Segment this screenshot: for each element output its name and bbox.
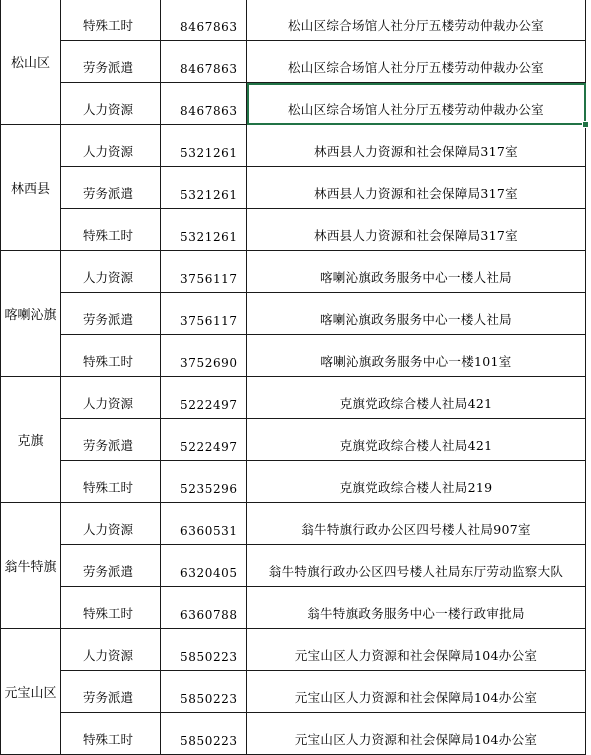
office-cell[interactable]: 克旗党政综合楼人社局421 (247, 377, 586, 419)
office-cell[interactable]: 克旗党政综合楼人社局219 (247, 461, 586, 503)
phone-cell[interactable]: 8467863 (161, 83, 247, 125)
type-cell[interactable]: 人力资源 (61, 377, 161, 419)
type-cell[interactable]: 人力资源 (61, 629, 161, 671)
phone-cell[interactable]: 5321261 (161, 125, 247, 167)
type-cell[interactable]: 人力资源 (61, 503, 161, 545)
district-cell[interactable]: 元宝山区 (1, 629, 61, 755)
office-cell[interactable]: 元宝山区人力资源和社会保障局104办公室 (247, 629, 586, 671)
table-row (1, 587, 586, 629)
office-cell[interactable]: 松山区综合场馆人社分厅五楼劳动仲裁办公室 (247, 41, 586, 83)
table-row (1, 629, 586, 671)
type-cell[interactable]: 特殊工时 (61, 713, 161, 755)
phone-cell[interactable]: 5321261 (161, 209, 247, 251)
office-cell[interactable]: 翁牛特旗政务服务中心一楼行政审批局 (247, 587, 586, 629)
type-cell[interactable]: 特殊工时 (61, 335, 161, 377)
selected-office-cell[interactable]: 松山区综合场馆人社分厅五楼劳动仲裁办公室 (247, 83, 586, 125)
district-cell[interactable]: 翁牛特旗 (1, 503, 61, 629)
type-cell[interactable]: 劳务派遣 (61, 545, 161, 587)
type-cell[interactable]: 劳务派遣 (61, 419, 161, 461)
type-cell[interactable]: 劳务派遣 (61, 671, 161, 713)
type-cell[interactable]: 人力资源 (61, 125, 161, 167)
type-cell[interactable]: 特殊工时 (61, 0, 161, 41)
table-row (1, 545, 586, 587)
office-cell[interactable]: 林西县人力资源和社会保障局317室 (247, 167, 586, 209)
district-cell[interactable]: 林西县 (1, 125, 61, 251)
phone-cell[interactable]: 6360531 (161, 503, 247, 545)
office-cell[interactable]: 林西县人力资源和社会保障局317室 (247, 125, 586, 167)
phone-cell[interactable]: 6320405 (161, 545, 247, 587)
office-cell[interactable]: 翁牛特旗行政办公区四号楼人社局东厅劳动监察大队 (247, 545, 586, 587)
phone-cell[interactable]: 5321261 (161, 167, 247, 209)
office-cell[interactable]: 元宝山区人力资源和社会保障局104办公室 (247, 671, 586, 713)
phone-cell[interactable]: 5222497 (161, 377, 247, 419)
office-cell[interactable]: 元宝山区人力资源和社会保障局104办公室 (247, 713, 586, 755)
office-cell[interactable]: 林西县人力资源和社会保障局317室 (247, 209, 586, 251)
district-cell[interactable]: 喀喇沁旗 (1, 251, 61, 377)
table-row (1, 419, 586, 461)
table-row (1, 713, 586, 755)
type-cell[interactable]: 人力资源 (61, 251, 161, 293)
table-row (1, 671, 586, 713)
table-row (1, 83, 586, 125)
phone-cell[interactable]: 5850223 (161, 713, 247, 755)
table-row (1, 125, 586, 167)
table-row (1, 503, 586, 545)
phone-cell[interactable]: 5850223 (161, 629, 247, 671)
phone-cell[interactable]: 6360788 (161, 587, 247, 629)
table-row (1, 209, 586, 251)
type-cell[interactable]: 劳务派遣 (61, 41, 161, 83)
phone-cell[interactable]: 8467863 (161, 0, 247, 41)
table-row (1, 167, 586, 209)
phone-cell[interactable]: 5850223 (161, 671, 247, 713)
type-cell[interactable]: 特殊工时 (61, 209, 161, 251)
office-cell[interactable]: 松山区综合场馆人社分厅五楼劳动仲裁办公室 (247, 0, 586, 41)
phone-cell[interactable]: 3756117 (161, 251, 247, 293)
phone-cell[interactable]: 3756117 (161, 293, 247, 335)
fill-handle[interactable] (582, 121, 589, 128)
office-cell[interactable]: 翁牛特旗行政办公区四号楼人社局907室 (247, 503, 586, 545)
phone-cell[interactable]: 8467863 (161, 41, 247, 83)
phone-cell[interactable]: 5235296 (161, 461, 247, 503)
table-row (1, 41, 586, 83)
office-cell[interactable]: 喀喇沁旗政务服务中心一楼人社局 (247, 251, 586, 293)
table-body (1, 0, 586, 755)
type-cell[interactable]: 特殊工时 (61, 461, 161, 503)
table-row (1, 461, 586, 503)
table-row (1, 251, 586, 293)
office-cell[interactable]: 喀喇沁旗政务服务中心一楼101室 (247, 335, 586, 377)
district-cell[interactable]: 克旗 (1, 377, 61, 503)
table-row (1, 0, 586, 41)
table-row (1, 335, 586, 377)
type-cell[interactable]: 人力资源 (61, 83, 161, 125)
phone-cell[interactable]: 5222497 (161, 419, 247, 461)
office-cell[interactable]: 克旗党政综合楼人社局421 (247, 419, 586, 461)
type-cell[interactable]: 劳务派遣 (61, 293, 161, 335)
type-cell[interactable]: 特殊工时 (61, 587, 161, 629)
table-row (1, 293, 586, 335)
district-cell[interactable]: 松山区 (1, 0, 61, 125)
type-cell[interactable]: 劳务派遣 (61, 167, 161, 209)
office-cell[interactable]: 喀喇沁旗政务服务中心一楼人社局 (247, 293, 586, 335)
table-row (1, 377, 586, 419)
phone-cell[interactable]: 3752690 (161, 335, 247, 377)
